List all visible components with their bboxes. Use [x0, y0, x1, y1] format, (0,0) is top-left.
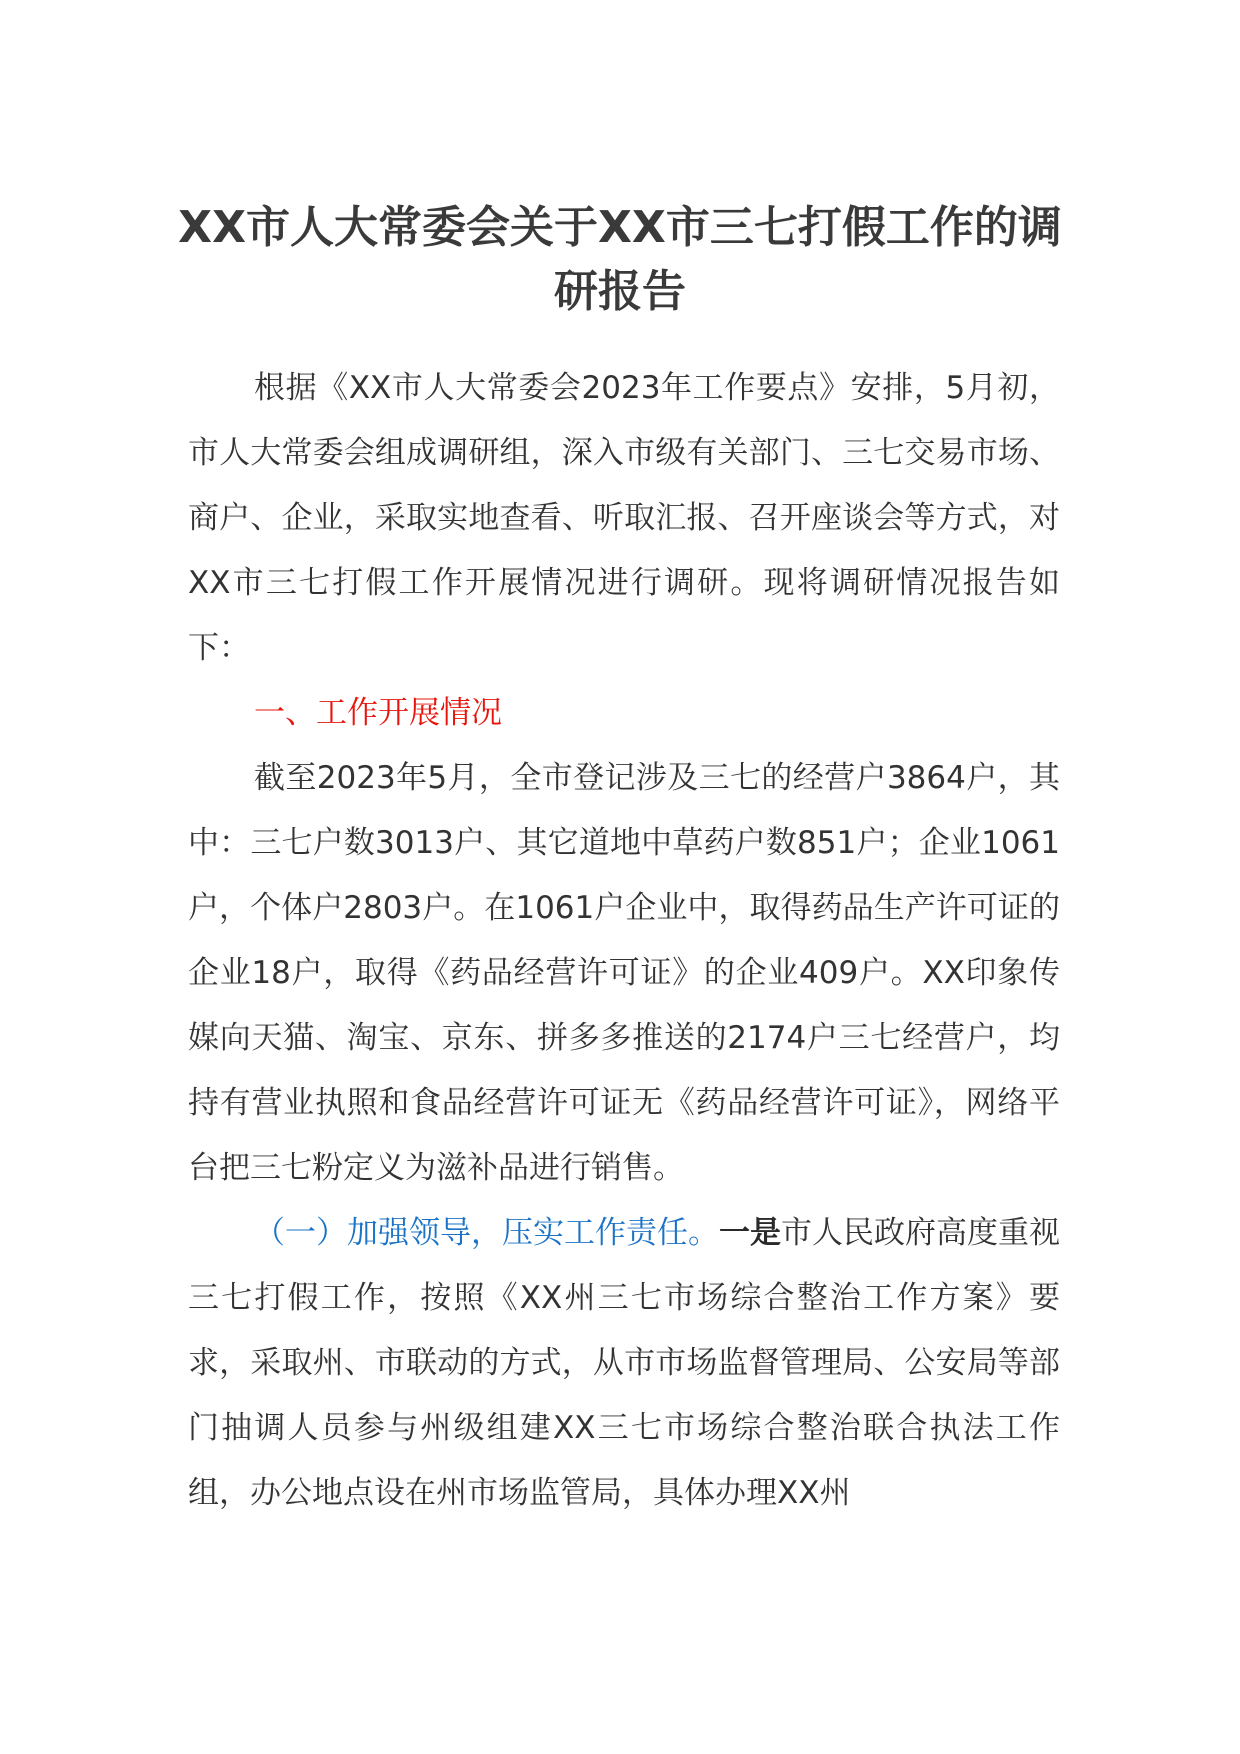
section-1-paragraph: 截至2023年5月，全市登记涉及三七的经营户3864户，其中：三七户数3013户、其它道地中草药户数851户；企业1061户，个体户2803户。在1061户企业中，取得药品生产许可证的企业18户，取得《药品经营许可证》的企业409户。XX印象传媒向天猫、淘宝、京东、拼多多推送的2174户三七经营户，均持有营业执照和食品经营许可证无《药品经营许可证》，网络平台把三七粉定义为滋补品进行销售。	[188, 760, 1060, 1186]
subsection-lead: 一是	[719, 1215, 781, 1251]
subsection-1-text: 市人民政府高度重视三七打假工作，按照《XX州三七市场综合整治工作方案》要求，采取州、市联动的方式，从市市场监督管理局、公安局等部门抽调人员参与州级组建XX三七市场综合整治联合执法工作组，办公地点设在州市场监管局，具体办理XX州	[188, 1215, 1060, 1511]
subsection-heading-1: （一）加强领导，压实工作责任。	[254, 1215, 719, 1251]
section-heading-1: 一、工作开展情况	[254, 695, 502, 731]
subsection-1-paragraph	[188, 1201, 1060, 1526]
document-body	[188, 356, 1060, 1526]
intro-paragraph: 根据《XX市人大常委会2023年工作要点》安排，5月初，市人大常委会组成调研组，深入市级有关部门、三七交易市场、商户、企业，采取实地查看、听取汇报、召开座谈会等方式，对XX市三七打假工作开展情况进行调研。现将调研情况报告如下：	[188, 370, 1060, 666]
document-title: XX市人大常委会关于XX市三七打假工作的调研报告	[178, 202, 1062, 317]
